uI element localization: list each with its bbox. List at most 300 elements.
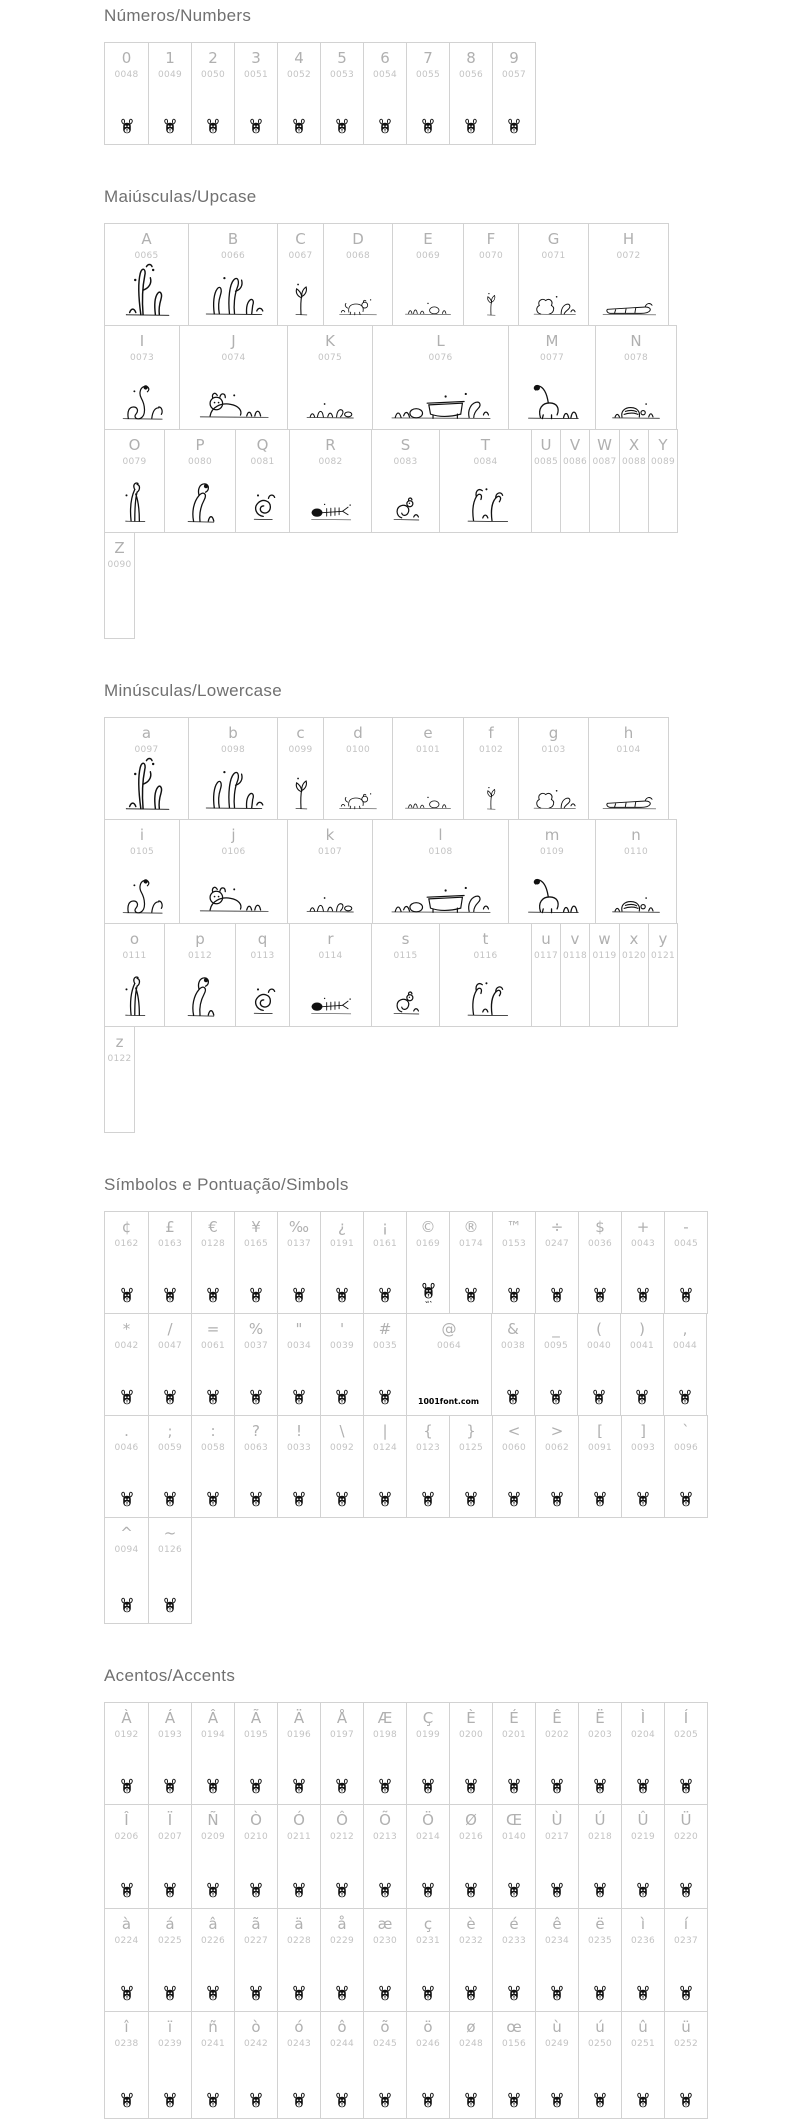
critter-face-glyph <box>636 1490 650 1508</box>
glyph-area <box>388 493 424 523</box>
glyph-area <box>679 1984 693 2002</box>
char-cell-0073 <box>105 326 179 429</box>
char-cell-0192 <box>105 1703 148 1804</box>
glyph-area <box>292 117 306 135</box>
glyph-area <box>507 1777 521 1795</box>
char-label: ü <box>681 2018 691 2036</box>
glyph-area <box>421 2091 435 2109</box>
critter-face-glyph <box>292 2091 306 2109</box>
char-cell-0039 <box>320 1314 363 1415</box>
char-cell-0122 <box>105 1027 134 1132</box>
desert-scene-glyph <box>402 294 454 316</box>
char-cell-0237 <box>664 1909 707 2011</box>
glyph-area <box>418 1395 480 1406</box>
char-label: ; <box>167 1422 173 1440</box>
desert-scene-glyph <box>336 288 380 316</box>
char-cell-0110 <box>595 820 676 923</box>
char-label: ! <box>295 1422 302 1440</box>
section-title-uppercase: Maiúsculas/Upcase <box>104 187 257 206</box>
char-label: Ì <box>640 1709 646 1727</box>
char-code: 0211 <box>286 1832 312 1842</box>
char-code: 0220 <box>673 1832 699 1842</box>
char-cell-0101 <box>392 718 463 819</box>
char-cell-0059 <box>148 1416 191 1517</box>
char-label: Ø <box>465 1811 477 1829</box>
char-code: 0048 <box>114 70 139 80</box>
char-label: : <box>210 1422 216 1440</box>
critter-face-glyph <box>507 1490 521 1508</box>
char-cell-0116 <box>439 924 531 1026</box>
char-label: Ô <box>336 1811 348 1829</box>
section-title-accents: Acentos/Accents <box>104 1666 236 1685</box>
char-cell-0056 <box>449 43 492 144</box>
glyph-area <box>387 378 495 420</box>
char-cell-0238 <box>105 2012 148 2118</box>
char-cell-0065 <box>105 224 188 325</box>
char-cell-0102 <box>463 718 518 819</box>
char-cell-0046 <box>105 1416 148 1517</box>
glyph-area <box>464 1984 478 2002</box>
critter-face-glyph <box>378 2091 392 2109</box>
critter-face-glyph <box>421 1881 435 1899</box>
char-row <box>104 1313 707 1416</box>
char-label: Ù <box>551 1811 563 1829</box>
char-cell-0241 <box>191 2012 234 2118</box>
char-label: F <box>486 230 496 248</box>
char-code: 0092 <box>329 1443 355 1453</box>
char-label: ë <box>595 1915 605 1933</box>
char-code: 0052 <box>286 70 312 80</box>
char-label: È <box>466 1709 476 1727</box>
char-code: 0232 <box>458 1936 484 1946</box>
char-label: € <box>208 1218 218 1236</box>
char-cell-0137 <box>277 1212 320 1313</box>
char-cell-0089 <box>648 430 677 532</box>
critter-face-glyph <box>335 1777 349 1795</box>
critter-face-glyph <box>464 1490 478 1508</box>
char-label: \ <box>339 1422 345 1440</box>
char-label: ™ <box>506 1218 522 1236</box>
char-code: 0075 <box>317 353 343 363</box>
char-cell-0252 <box>664 2012 707 2118</box>
char-label: ô <box>337 2018 347 2036</box>
char-cell-0063 <box>234 1416 277 1517</box>
char-label: V <box>569 436 581 454</box>
char-code: 0233 <box>501 1936 527 1946</box>
char-code: 0209 <box>200 1832 226 1842</box>
char-code: 0047 <box>157 1341 183 1351</box>
char-code: 0041 <box>629 1341 655 1351</box>
critter-face-glyph <box>464 2091 478 2109</box>
section-uppercase <box>104 187 800 639</box>
char-grid-lowercase <box>104 717 678 1133</box>
char-label: À <box>121 1709 132 1727</box>
char-code: 0214 <box>415 1832 441 1842</box>
desert-scene-glyph <box>247 485 279 523</box>
critter-face-glyph <box>249 117 263 135</box>
critter-face-glyph <box>593 2091 607 2109</box>
desert-scene-glyph <box>117 376 167 420</box>
char-label: N <box>630 332 642 350</box>
critter-face-glyph <box>507 1286 521 1304</box>
char-code: 0230 <box>372 1936 398 1946</box>
char-code: 0192 <box>114 1730 139 1740</box>
char-cell-0035 <box>363 1314 406 1415</box>
char-label: 5 <box>337 49 347 67</box>
desert-scene-glyph <box>194 382 274 420</box>
char-code: 0128 <box>200 1239 226 1249</box>
desert-scene-glyph <box>478 784 504 810</box>
char-code: 0249 <box>544 2039 570 2049</box>
char-cell-0050 <box>191 43 234 144</box>
char-cell-0209 <box>191 1805 234 1908</box>
char-code: 0077 <box>539 353 565 363</box>
char-cell-0040 <box>577 1314 620 1415</box>
char-code: 0204 <box>630 1730 656 1740</box>
glyph-area <box>550 1777 564 1795</box>
char-label: ` <box>682 1422 690 1440</box>
glyph-area <box>593 1881 607 1899</box>
char-cell-0251 <box>621 2012 664 2118</box>
char-label: ' <box>339 1320 345 1338</box>
char-code: 0106 <box>221 847 246 857</box>
char-code: 0101 <box>415 745 441 755</box>
glyph-area <box>206 1388 220 1406</box>
char-code: 0118 <box>562 951 588 961</box>
glyph-area <box>507 1490 521 1508</box>
glyph-area <box>306 995 356 1017</box>
char-code: 0205 <box>673 1730 699 1740</box>
char-cell-0211 <box>277 1805 320 1908</box>
glyph-area <box>163 1777 177 1795</box>
critter-face-glyph <box>679 1286 693 1304</box>
glyph-area <box>635 1388 649 1406</box>
critter-face-glyph <box>120 1881 134 1899</box>
char-cell-0053 <box>320 43 363 144</box>
char-cell-0042 <box>105 1314 148 1415</box>
critter-face-glyph <box>636 1777 650 1795</box>
char-cell-0045 <box>664 1212 707 1313</box>
glyph-area <box>378 117 392 135</box>
glyph-area <box>550 1490 564 1508</box>
glyph-area <box>335 1777 349 1795</box>
char-cell-0105 <box>105 820 179 923</box>
char-cell-0195 <box>234 1703 277 1804</box>
desert-scene-glyph <box>478 290 504 316</box>
critter-face-glyph <box>550 1490 564 1508</box>
char-code: 0053 <box>329 70 355 80</box>
section-title-symbols: Símbolos e Pontuação/Simbols <box>104 1175 349 1194</box>
char-cell-0099 <box>277 718 323 819</box>
desert-scene-glyph <box>387 378 495 420</box>
char-code: 0238 <box>114 2039 139 2049</box>
critter-face-glyph <box>206 1388 220 1406</box>
critter-face-glyph <box>120 117 134 135</box>
critter-face-glyph <box>464 1984 478 2002</box>
critter-face-glyph <box>421 117 435 135</box>
char-row <box>104 2011 708 2119</box>
char-label: ø <box>466 2018 476 2036</box>
char-code: 0102 <box>478 745 504 755</box>
glyph-area <box>249 1881 263 1899</box>
glyph-area <box>292 1388 306 1406</box>
desert-scene-glyph <box>120 477 150 523</box>
glyph-area <box>522 870 582 914</box>
char-cell-0093 <box>621 1416 664 1517</box>
char-label: { <box>423 1422 433 1440</box>
char-code: 0066 <box>220 251 246 261</box>
glyph-area <box>249 1286 263 1304</box>
critter-face-glyph <box>335 1881 349 1899</box>
char-code: 0068 <box>345 251 371 261</box>
char-code: 0086 <box>562 457 588 467</box>
char-code: 0120 <box>621 951 647 961</box>
char-label: Q <box>256 436 269 454</box>
desert-scene-glyph <box>179 971 221 1017</box>
char-cell-0226 <box>191 1909 234 2011</box>
char-cell-0041 <box>620 1314 663 1415</box>
char-label: v <box>570 930 580 948</box>
char-label: r <box>327 930 334 948</box>
glyph-area <box>300 886 360 914</box>
char-cell-0246 <box>406 2012 449 2118</box>
glyph-area <box>120 477 150 523</box>
char-label: 0 <box>121 49 132 67</box>
char-cell-0201 <box>492 1703 535 1804</box>
char-label: Ï <box>167 1811 173 1829</box>
char-label: 8 <box>466 49 476 67</box>
glyph-area <box>163 1286 177 1304</box>
char-code: 0055 <box>415 70 441 80</box>
glyph-area <box>522 376 582 420</box>
glyph-area <box>163 1881 177 1899</box>
glyph-area <box>593 1286 607 1304</box>
char-cell-0103 <box>518 718 588 819</box>
char-cell-0244 <box>320 2012 363 2118</box>
char-label: U <box>540 436 552 454</box>
char-cell-0224 <box>105 1909 148 2011</box>
critter-face-glyph <box>249 1777 263 1795</box>
critter-face-glyph <box>636 1881 650 1899</box>
char-label: 4 <box>294 49 304 67</box>
char-cell-0165 <box>234 1212 277 1313</box>
critter-face-glyph <box>507 117 521 135</box>
char-label: w <box>598 930 611 948</box>
char-label: L <box>436 332 445 350</box>
char-label: É <box>509 1709 519 1727</box>
char-cell-0210 <box>234 1805 277 1908</box>
char-label: ® <box>463 1218 479 1236</box>
critter-face-glyph <box>120 2091 134 2109</box>
critter-face-glyph <box>335 117 349 135</box>
char-cell-0054 <box>363 43 406 144</box>
char-cell-0066 <box>188 224 277 325</box>
char-cell-0057 <box>492 43 535 144</box>
char-code: 0111 <box>122 951 147 961</box>
char-label: y <box>658 930 668 948</box>
glyph-area <box>507 1881 521 1899</box>
char-label: æ <box>377 1915 393 1933</box>
glyph-area <box>378 1777 392 1795</box>
char-cell-0037 <box>234 1314 277 1415</box>
glyph-area <box>194 876 274 914</box>
char-cell-0229 <box>320 1909 363 2011</box>
critter-face-glyph <box>636 1286 650 1304</box>
char-label: Y <box>658 436 668 454</box>
critter-face-glyph <box>678 1388 692 1406</box>
critter-face-glyph <box>335 1286 349 1304</box>
char-cell-0051 <box>234 43 277 144</box>
glyph-area <box>292 1881 306 1899</box>
char-label: O <box>128 436 141 454</box>
char-code: 0241 <box>200 2039 226 2049</box>
char-code: 0226 <box>200 1936 226 1946</box>
char-cell-0096 <box>664 1416 707 1517</box>
glyph-area <box>300 392 360 420</box>
char-label: a <box>141 724 152 742</box>
char-cell-0227 <box>234 1909 277 2011</box>
desert-scene-glyph <box>529 284 579 316</box>
glyph-area <box>464 2091 478 2109</box>
char-cell-0198 <box>363 1703 406 1804</box>
char-label: A <box>141 230 152 248</box>
desert-scene-glyph <box>200 762 266 810</box>
char-code: 0072 <box>616 251 641 261</box>
glyph-area <box>120 1286 134 1304</box>
char-cell-0078 <box>595 326 676 429</box>
char-cell-0207 <box>148 1805 191 1908</box>
desert-scene-glyph <box>598 784 660 810</box>
char-cell-0079 <box>105 430 164 532</box>
char-label: h <box>623 724 634 742</box>
glyph-area <box>120 2091 134 2109</box>
glyph-area <box>163 1388 177 1406</box>
char-label: Z <box>114 539 125 557</box>
glyph-area <box>506 1388 520 1406</box>
critter-face-glyph <box>163 1286 177 1304</box>
char-cell-0052 <box>277 43 320 144</box>
char-label: Ó <box>293 1811 305 1829</box>
char-label: . <box>124 1422 129 1440</box>
critter-face-glyph <box>421 2091 435 2109</box>
critter-face-glyph <box>163 117 177 135</box>
glyph-area <box>249 2091 263 2109</box>
char-cell-0234 <box>535 1909 578 2011</box>
desert-scene-glyph <box>388 987 424 1017</box>
char-cell-0191 <box>320 1212 363 1313</box>
char-label: d <box>353 724 363 742</box>
glyph-area <box>179 477 221 523</box>
char-code: 0083 <box>393 457 418 467</box>
desert-scene-glyph <box>290 278 312 316</box>
char-label: ö <box>423 2018 433 2036</box>
char-label: i <box>139 826 145 844</box>
critter-face-glyph <box>679 1777 693 1795</box>
critter-face-glyph <box>593 1881 607 1899</box>
glyph-area <box>249 1777 263 1795</box>
char-code: 0199 <box>415 1730 441 1740</box>
char-label: z <box>115 1033 124 1051</box>
char-code: 0250 <box>587 2039 613 2049</box>
char-code: 0063 <box>243 1443 269 1453</box>
glyph-area <box>249 1490 263 1508</box>
char-label: Æ <box>377 1709 393 1727</box>
critter-face-glyph <box>679 1881 693 1899</box>
glyph-area <box>121 755 173 811</box>
glyph-area <box>464 1490 478 1508</box>
desert-scene-glyph <box>121 755 173 811</box>
glyph-area <box>678 1388 692 1406</box>
char-code: 0097 <box>134 745 159 755</box>
critter-face-glyph <box>120 1388 134 1406</box>
critter-face-glyph <box>464 1286 478 1304</box>
char-code: 0050 <box>200 70 226 80</box>
glyph-area <box>387 872 495 914</box>
char-code: 0091 <box>587 1443 613 1453</box>
char-cell-0115 <box>371 924 439 1026</box>
char-label: j <box>231 826 236 844</box>
glyph-area <box>290 278 312 316</box>
desert-scene-glyph <box>402 788 454 810</box>
char-cell-0061 <box>191 1314 234 1415</box>
char-code: 0231 <box>415 1936 441 1946</box>
glyph-area <box>679 1286 693 1304</box>
char-code: 0207 <box>157 1832 183 1842</box>
desert-scene-glyph <box>456 479 516 523</box>
char-cell-0216 <box>449 1805 492 1908</box>
critter-face-glyph <box>507 1984 521 2002</box>
char-code: 0121 <box>650 951 676 961</box>
critter-face-glyph <box>292 1286 306 1304</box>
char-cell-0217 <box>535 1805 578 1908</box>
glyph-area <box>163 1490 177 1508</box>
glyph-area <box>592 1388 606 1406</box>
char-label: " <box>295 1320 303 1338</box>
char-code: 0110 <box>623 847 649 857</box>
char-code: 0071 <box>541 251 566 261</box>
char-code: 0137 <box>286 1239 312 1249</box>
char-code: 0044 <box>672 1341 698 1351</box>
critter-face-glyph <box>507 2091 521 2109</box>
critter-face-glyph <box>206 1881 220 1899</box>
char-cell-0033 <box>277 1416 320 1517</box>
char-label: n <box>631 826 641 844</box>
char-label: õ <box>380 2018 390 2036</box>
char-label: k <box>325 826 335 844</box>
glyph-area <box>378 1881 392 1899</box>
glyph-area <box>636 1881 650 1899</box>
char-code: 0096 <box>673 1443 699 1453</box>
char-label: Ö <box>422 1811 434 1829</box>
char-code: 0104 <box>616 745 641 755</box>
glyph-area <box>194 382 274 420</box>
char-row <box>104 325 677 430</box>
char-cell-0094 <box>105 1518 148 1623</box>
glyph-area <box>117 870 167 914</box>
char-cell-0084 <box>439 430 531 532</box>
char-label: K <box>325 332 335 350</box>
char-cell-0070 <box>463 224 518 325</box>
glyph-area <box>117 376 167 420</box>
glyph-area <box>163 1984 177 2002</box>
glyph-area <box>507 1286 521 1304</box>
char-code: 0234 <box>544 1936 570 1946</box>
char-label: ) <box>639 1320 645 1338</box>
desert-scene-glyph <box>336 782 380 810</box>
desert-scene-glyph <box>300 392 360 420</box>
glyph-area <box>120 1490 134 1508</box>
char-code: 0094 <box>114 1545 139 1555</box>
